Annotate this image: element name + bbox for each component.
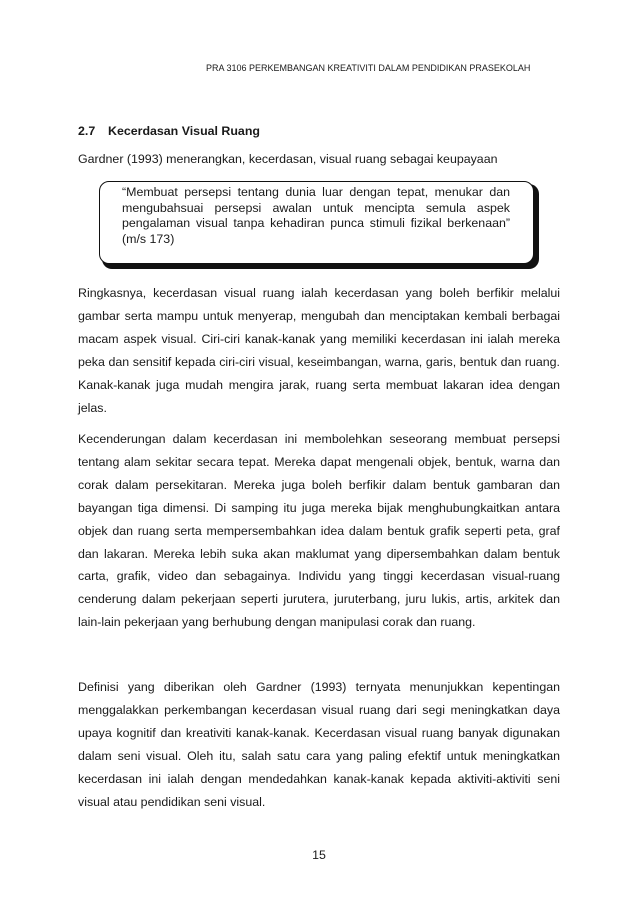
section-heading: [78, 124, 260, 138]
paragraph-2: Kecenderungan dalam kecerdasan ini membolehkan seseorang membuat persepsi tentang alam sekitar secara tepat. Mereka dapat mengenali objek, bentuk, warna dan corak dalam persekitaran. Mereka juga boleh berfikir dalam bentuk gambaran dan bayangan tiga dimensi. Di samping itu juga mereka bijak menghubungkaitkan antara objek dan ruang serta mempersembahkan idea dalam bentuk grafik seperti peta, graf dan lakaran. Mereka lebih suka akan maklumat yang dipersembahkan dalam bentuk carta, grafik, video dan sebagainya. Individu yang tinggi kecerdasan visual-ruang cenderung dalam pekerjaan seperti jurutera, juruterbang, juru lukis, artis, arkitek dan lain-lain pekerjaan yang berhubung dengan manipulasi corak dan ruang.: [78, 432, 560, 630]
running-header: PRA 3106 PERKEMBANGAN KREATIVITI DALAM PENDIDIKAN PRASEKOLAH: [206, 63, 531, 73]
section-number: 2.7: [78, 124, 96, 138]
paragraph-3: Definisi yang diberikan oleh Gardner (1993) ternyata menunjukkan kepentingan menggalakkan perkembangan kecerdasan visual ruang dari segi meningkatkan daya upaya kognitif dan kreativiti kanak-kanak. Kecerdasan visual ruang banyak digunakan dalam seni visual. Oleh itu, salah satu cara yang paling efektif untuk meningkatkan kecerdasan ini ialah dengan mendedahkan kanak-kanak kepada aktiviti-aktiviti seni visual atau pendidikan seni visual.: [78, 680, 560, 809]
paragraph-1: Ringkasnya, kecerdasan visual ruang ialah kecerdasan yang boleh berfikir melalui gambar serta mampu untuk menyerap, mengubah dan menciptakan kembali berbagai macam aspek visual. Ciri-ciri kanak-kanak yang memiliki kecerdasan ini ialah mereka peka dan sensitif kepada ciri-ciri visual, keseimbangan, warna, garis, bentuk dan ruang. Kanak-kanak juga mudah mengira jarak, ruang serta membuat lakaran idea dengan jelas.: [78, 286, 560, 415]
intro-sentence: Gardner (1993) menerangkan, kecerdasan, visual ruang sebagai keupayaan: [78, 152, 498, 166]
page-number: 15: [312, 848, 326, 862]
section-title: Kecerdasan Visual Ruang: [108, 124, 260, 138]
quote-text: “Membuat persepsi tentang dunia luar dengan tepat, menukar dan mengubahsuai persepsi awalan untuk mencipta semula aspek pengalaman visual tanpa kehadiran punca stimuli fizikal berkenaan” (m/s 173): [122, 185, 510, 247]
